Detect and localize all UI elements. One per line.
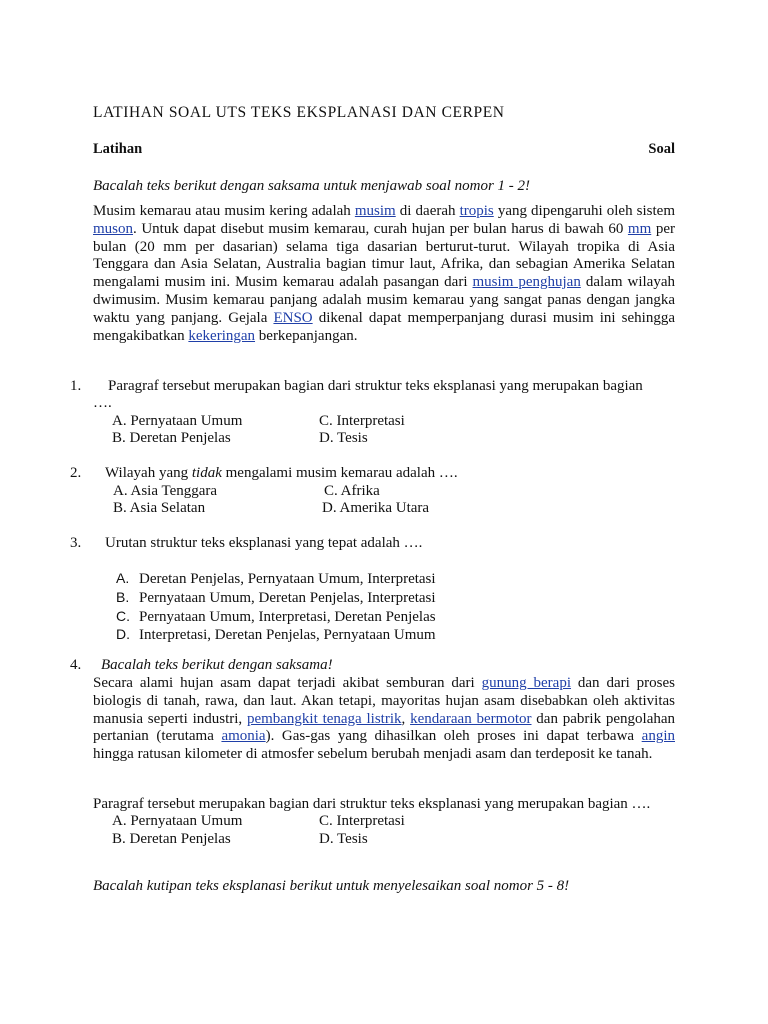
q1-option-d: D. Tesis — [319, 430, 368, 446]
q4-question: Paragraf tersebut merupakan bagian dari struktur teks eksplanasi yang merupakan bagian …. — [93, 796, 651, 812]
intro-paragraph: Musim kemarau atau musim kering adalah musim di daerah tropis yang dipengaruhi oleh sistem muson. Untuk dapat disebut musim kemarau, curah hujan per bulan harus di bawah 60 mm per bulan (20 mm per dasarian) selama tiga dasarian berturut-turut. Wilayah tropika di Asia Tenggara dan Asia Selatan, Australia bagian timur laut, Afrika, dan sebagian Amerika Selatan mengalami musim ini. Musim kemarau adalah pasangan dari musim penghujan dalam wilayah dwimusim. Musim kemarau panjang adalah musim kemarau yang sangat panas dengan jangka waktu yang panjang. Gejala ENSO dikenal dapat memperpanjang durasi musim ini sehingga mengakibatkan kekeringan berkepanjangan. — [93, 203, 676, 344]
q2-text: Wilayah yang tidak mengalami musim kemarau adalah …. — [105, 465, 458, 481]
q4-instruction: Bacalah teks berikut dengan saksama! — [101, 657, 333, 673]
q3-option-a: A. Deretan Penjelas, Pernyataan Umum, Interpretasi — [116, 570, 436, 587]
link-angin[interactable]: angin — [641, 728, 675, 745]
q2-option-d: D. Amerika Utara — [322, 500, 430, 516]
q4-number: 4. — [70, 657, 82, 673]
q3-option-c: C. Pernyataan Umum, Interpretasi, Deretan Penjelas — [116, 607, 436, 625]
latihan-label: Latihan — [93, 141, 143, 157]
q4-paragraph: Secara alami hujan asam dapat terjadi akibat semburan dari gunung berapi dan dari proses biologis di tanah, rawa, dan laut. Akan tetapi, mayoritas hujan asam disebabkan oleh aktivitas manusia seperti industri, pembangkit tenaga listrik, kendaraan bermotor dan pabrik pengolahan pertanian (terutama amonia). Gas-gas yang dihasilkan oleh proses ini dapat terbawa angin hingga ratusan kilometer di atmosfer sebelum berubah menjadi asam dan terdeposit ke tanah. — [93, 675, 676, 763]
q1-option-b: B. Deretan Penjelas — [112, 430, 231, 446]
q3-options — [116, 570, 436, 645]
q4-option-d: D. Tesis — [319, 831, 368, 847]
q2-option-a: A. Asia Tenggara — [113, 483, 218, 499]
q3-text: Urutan struktur teks eksplanasi yang tepat adalah …. — [105, 535, 423, 551]
link-muson[interactable]: muson — [93, 220, 134, 237]
q4-option-a: A. Pernyataan Umum — [112, 813, 243, 829]
link-musim[interactable]: musim — [354, 203, 396, 219]
q3-option-d: D. Interpretasi, Deretan Penjelas, Pernyataan Umum — [116, 626, 436, 644]
link-mm[interactable]: mm — [627, 220, 652, 237]
q3-option-b: B. Pernyataan Umum, Deretan Penjelas, Interpretasi — [116, 588, 436, 606]
q3-number: 3. — [70, 535, 82, 551]
q4-option-b: B. Deretan Penjelas — [112, 831, 231, 847]
page-title: LATIHAN SOAL UTS TEKS EKSPLANASI DAN CERPEN — [93, 104, 505, 121]
q2-option-c: C. Afrika — [324, 483, 380, 499]
q2-number: 2. — [70, 465, 82, 481]
q1-option-c: C. Interpretasi — [319, 413, 405, 429]
link-tropis[interactable]: tropis — [459, 203, 494, 219]
footer-instruction: Bacalah kutipan teks eksplanasi berikut untuk menyelesaikan soal nomor 5 - 8! — [93, 878, 570, 894]
link-enso[interactable]: ENSO — [273, 309, 313, 326]
q1-text-cont: …. — [93, 395, 112, 411]
soal-label: Soal — [648, 141, 675, 157]
link-pembangkit-tenaga-listrik[interactable]: pembangkit tenaga listrik — [246, 710, 402, 727]
q1-option-a: A. Pernyataan Umum — [112, 413, 243, 429]
link-musim-penghujan[interactable]: musim penghujan — [472, 274, 581, 291]
q4-option-c: C. Interpretasi — [319, 813, 405, 829]
link-kekeringan[interactable]: kekeringan — [188, 327, 256, 344]
q1-number: 1. — [70, 378, 82, 394]
q1-text: Paragraf tersebut merupakan bagian dari struktur teks eksplanasi yang merupakan bagian — [108, 378, 643, 394]
q2-option-b: B. Asia Selatan — [113, 500, 206, 516]
link-gunung-berapi[interactable]: gunung berapi — [481, 675, 571, 691]
link-kendaraan-bermotor[interactable]: kendaraan bermotor — [410, 710, 532, 727]
link-amonia[interactable]: amonia — [221, 728, 266, 745]
intro-instruction: Bacalah teks berikut dengan saksama untuk menjawab soal nomor 1 - 2! — [93, 178, 531, 194]
